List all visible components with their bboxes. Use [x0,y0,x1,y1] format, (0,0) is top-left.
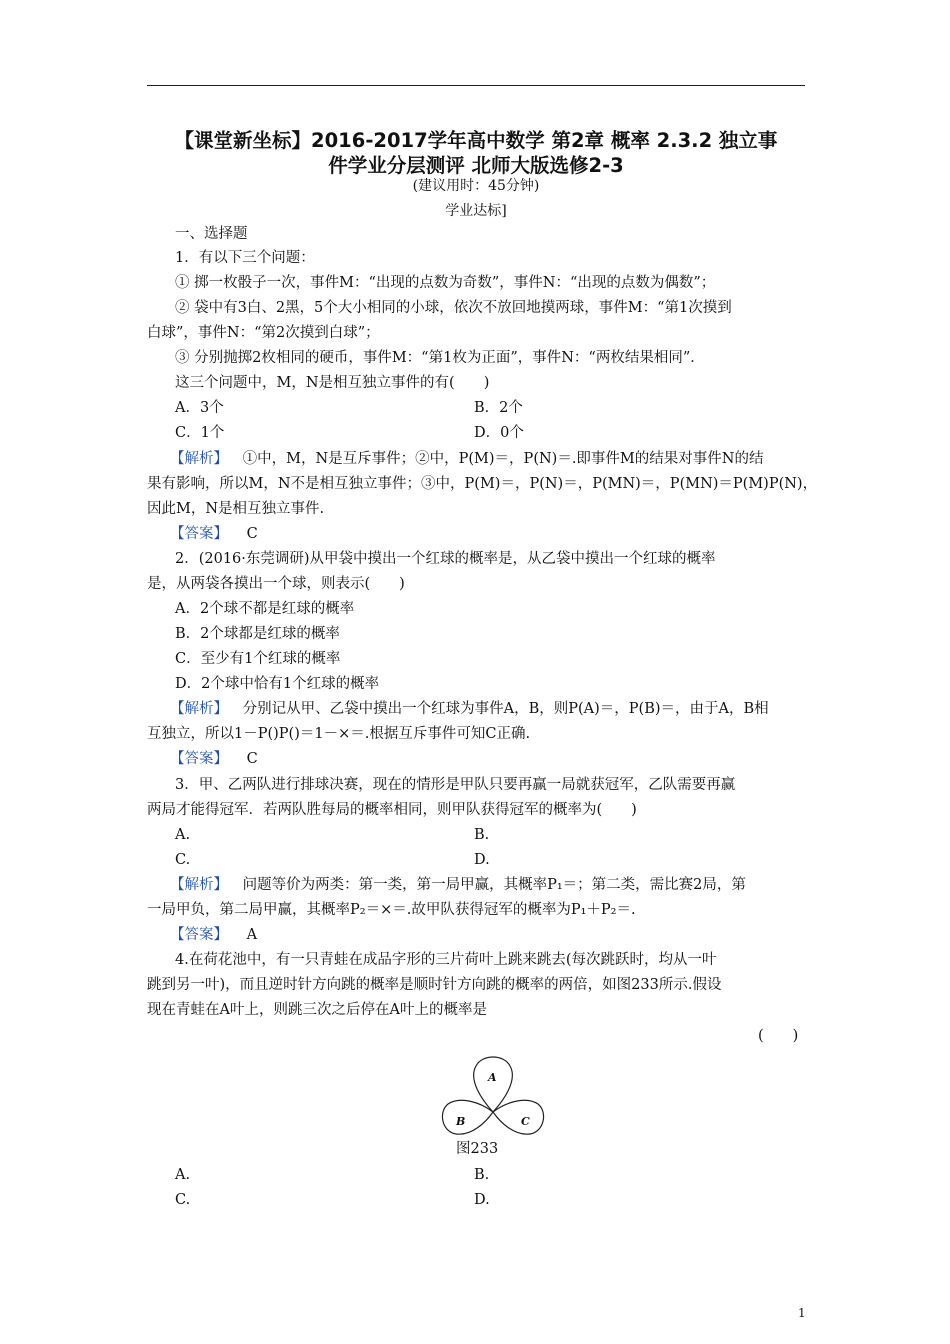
q3-answer: A [246,927,258,943]
leaf-c-outline [493,1100,544,1134]
part-heading: 一、选择题 [175,226,248,242]
q1-question: 这三个问题中，M，N是相互独立事件的有( ) [175,375,490,391]
q1-option-d: D．0个 [474,425,524,441]
q3-stem-1: 3．甲、乙两队进行排球决赛，现在的情形是甲队只要再赢一局就获冠军，乙队需要再赢 [175,777,736,793]
title-line-1: 【课堂新坐标】2016-2017学年高中数学 第2章 概率 2.3.2 独立事 [174,129,778,152]
q1-option-c: C．1个 [175,425,225,441]
q1-stem: 1．有以下三个问题： [175,250,315,266]
q2-analysis-tag: 【解析】 [170,701,228,717]
q4-stem-2: 跳到另一叶)，而且逆时针方向跳的概率是顺时针方向跳的概率的两倍，如图233所示.假设 [147,977,722,993]
header-rule [147,85,805,86]
q1-item-1: ① 掷一枚骰子一次，事件M：“出现的点数为奇数”，事件N：“出现的点数为偶数”； [175,275,716,291]
q1-answer-tag: 【答案】 [170,526,228,542]
q2-stem-1: 2．(2016·东莞调研)从甲袋中摸出一个红球的概率是，从乙袋中摸出一个红球的概率 [175,551,716,567]
q4-option-a: A. [175,1167,191,1183]
leaf-b-label: B [456,1115,466,1128]
q3-option-b: B. [474,827,490,843]
q4-stem-3: 现在青蛙在A叶上，则跳三次之后停在A叶上的概率是 [147,1002,487,1018]
q1-answer: C [246,526,258,542]
q2-analysis-2: 互独立，所以1－P()P()＝1－×＝.根据互斥事件可知C正确. [147,726,531,742]
q4-option-b: B. [474,1167,490,1183]
q1-analysis-tag: 【解析】 [170,451,228,467]
q3-stem-2: 两局才能得冠军．若两队胜每局的概率相同，则甲队获得冠军的概率为( ) [147,802,637,818]
q1-item-2b: 白球”，事件N：“第2次摸到白球”； [147,325,380,341]
q2-stem-2: 是，从两袋各摸出一个球，则表示( ) [147,576,405,592]
lotus-leaf-figure [438,1052,548,1138]
document-title [147,128,805,178]
figure-caption: 图233 [456,1141,499,1157]
page-number: 1 [798,1306,806,1320]
q3-option-d: D. [474,852,490,868]
q4-option-c: C. [175,1192,191,1208]
q1-analysis-3: 因此M，N是相互独立事件. [147,501,325,517]
q2-answer-tag: 【答案】 [170,751,228,767]
q3-analysis-1: 问题等价为两类：第一类，第一局甲赢，其概率P₁＝；第二类，需比赛2局，第 [242,877,746,893]
suggested-time: (建议用时：45分钟) [412,178,540,194]
q1-item-2a: ② 袋中有3白、2黑，5个大小相同的小球，依次不放回地摸两球，事件M：“第1次摸到 [175,300,732,316]
title-line-2: 件学业分层测评 北师大版选修2-3 [328,154,624,177]
section-label: 学业达标] [445,203,507,219]
q1-option-b: B．2个 [474,400,523,416]
q2-option-d: D．2个球中恰有1个红球的概率 [175,676,380,692]
q3-answer-tag: 【答案】 [170,927,228,943]
q2-option-b: B．2个球都是红球的概率 [175,626,340,642]
q3-analysis-tag: 【解析】 [170,877,228,893]
q1-option-a: A．3个 [175,400,224,416]
q2-analysis-1: 分别记从甲、乙袋中摸出一个红球为事件A，B，则P(A)＝，P(B)＝，由于A，B相 [242,701,769,717]
q4-option-d: D. [474,1192,490,1208]
q2-answer: C [246,751,258,767]
leaf-b-outline [442,1100,493,1134]
q2-option-c: C．至少有1个红球的概率 [175,651,341,667]
q1-analysis-2: 果有影响，所以M，N不是相互独立事件；③中，P(M)＝，P(N)＝，P(MN)＝，P(MN)＝P(M)P(N)， [147,476,818,492]
q3-analysis-2: 一局甲负，第二局甲赢，其概率P₂＝×＝.故甲队获得冠军的概率为P₁＋P₂＝. [147,902,636,918]
leaf-a-label: A [488,1071,497,1084]
q1-analysis-1: ①中，M，N是互斥事件；②中，P(M)＝，P(N)＝.即事件M的结果对事件N的结 [242,451,764,467]
q3-option-a: A. [175,827,191,843]
q1-item-3: ③ 分别抛掷2枚相同的硬币，事件M：“第1枚为正面”，事件N：“两枚结果相同”． [175,350,705,366]
q3-option-c: C. [175,852,191,868]
leaf-c-label: C [521,1115,530,1128]
q2-option-a: A．2个球不都是红球的概率 [175,601,355,617]
q4-answer-blank: ( ) [758,1028,799,1044]
q4-stem-1: 4.在荷花池中，有一只青蛙在成品字形的三片荷叶上跳来跳去(每次跳跃时，均从一叶 [175,952,717,968]
